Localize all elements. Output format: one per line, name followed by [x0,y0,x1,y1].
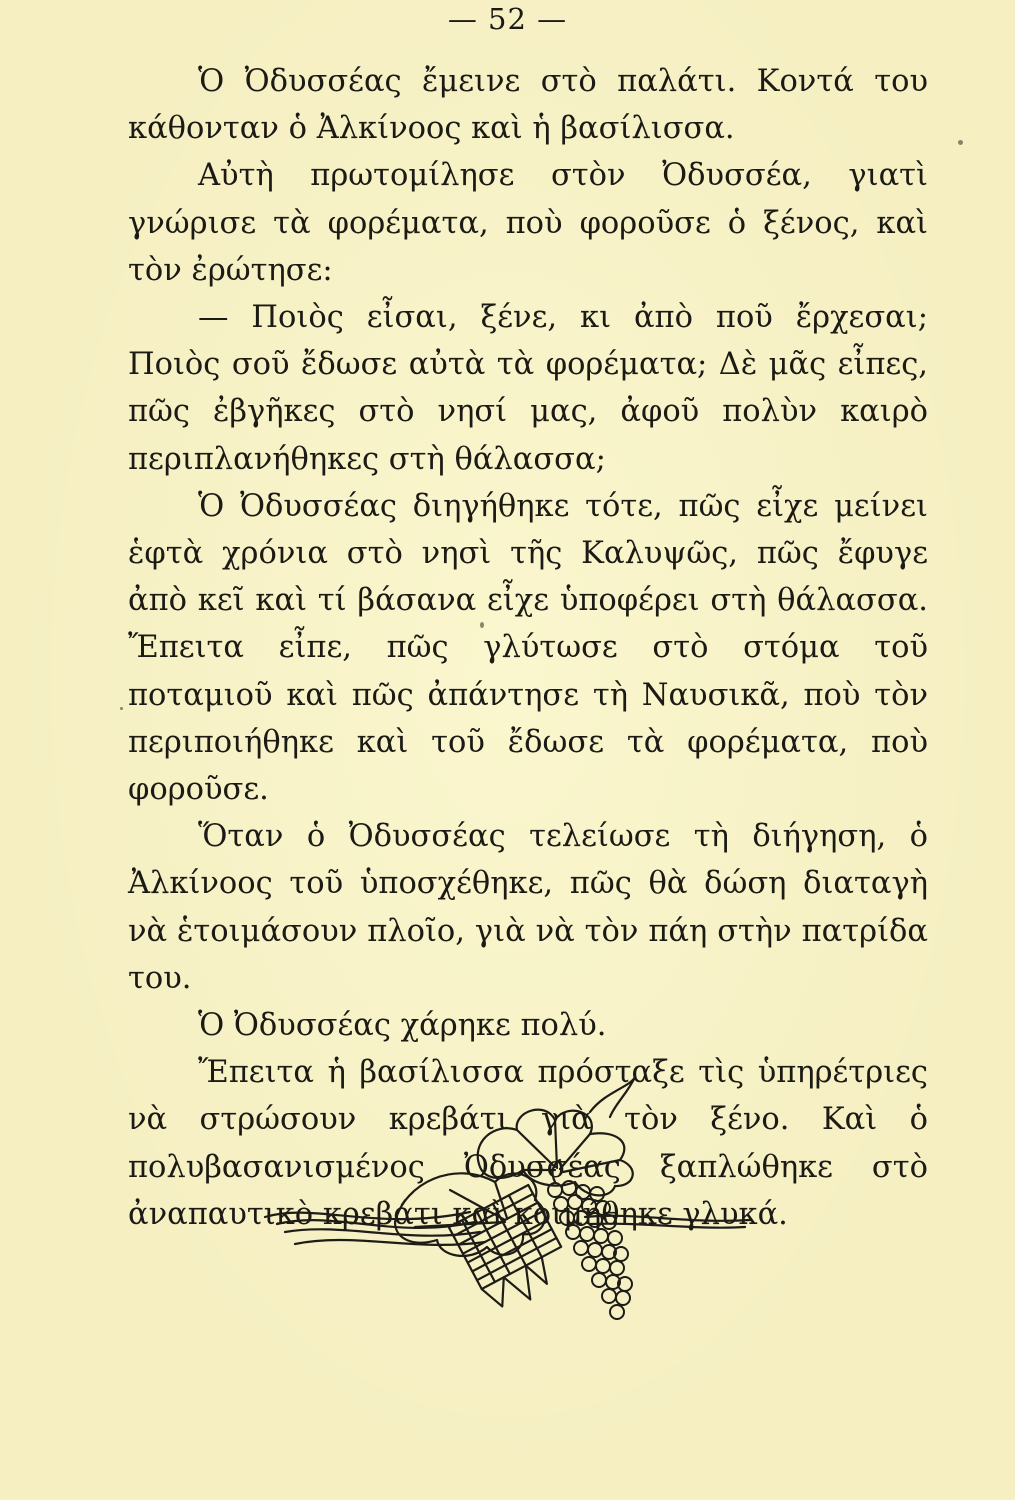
vine-ornament-icon [255,1072,755,1332]
paragraph-7: Ἔπειτα ἡ βασίλισσα πρόσταξε τὶς ὑπηρέτριες νὰ στρώσουν κρεβάτι γιὰ τὸν ξένο. Καὶ ὁ πολυβασανισμένος Ὀδυσσέας ξαπλώθηκε στὸ ἀναπαυτικὸ κρεβάτι καὶ κοιμήθηκε γλυκά. [128,1055,928,1232]
body-text [128,58,928,1238]
paragraph-1: Ὁ Ὀδυσσέας ἔμεινε στὸ παλάτι. Κοντά του κάθονταν ὁ Ἀλκίνοος καὶ ἡ βασίλισσα. [128,64,928,147]
paragraph-4: Ὁ Ὀδυσσέας διηγήθηκε τότε, πῶς εἶχε μείνει ἑφτὰ χρόνια στὸ νησὶ τῆς Καλυψῶς, πῶς ἔφυγε ἀπὸ κεῖ καὶ τί βάσανα εἶχε ὑποφέρει στὴ θάλασσα. Ἔπειτα εἶπε, πῶς γλύτωσε στὸ στόμα τοῦ ποταμιοῦ καὶ πῶς ἀπάντησε τὴ Ναυσικᾶ, ποὺ τὸν περιποιήθηκε καὶ τοῦ ἔδωσε τὰ φορέματα, ποὺ φοροῦσε. [128,488,928,808]
page-number: — 52 — [447,2,568,36]
paragraph-5: Ὅταν ὁ Ὀδυσσέας τελείωσε τὴ διήγηση, ὁ Ἀλκίνοος τοῦ ὑποσχέθηκε, πῶς θὰ δώση διαταγὴ νὰ ἑτοιμάσουν πλοῖο, γιὰ νὰ τὸν πάη στὴν πατρίδα του. [128,819,928,996]
paragraph-2: Αὐτὴ πρωτομίλησε στὸν Ὀδυσσέα, γιατὶ γνώρισε τὰ φορέματα, ποὺ φοροῦσε ὁ ξένος, καὶ τὸν ἐρώτησε: [128,158,928,288]
paragraph-3: — Ποιὸς εἶσαι, ξένε, κι ἀπὸ ποῦ ἔρχεσαι; Ποιὸς σοῦ ἔδωσε αὐτὰ τὰ φορέματα; Δὲ μᾶς εἶπες, πῶς ἐβγῆκες στὸ νησί μας, ἀφοῦ πολὺν καιρὸ περιπλανήθηκες στὴ θάλασσα; [128,300,928,477]
paragraph-6: Ὁ Ὀδυσσέας χάρηκε πολύ. [198,1008,607,1044]
